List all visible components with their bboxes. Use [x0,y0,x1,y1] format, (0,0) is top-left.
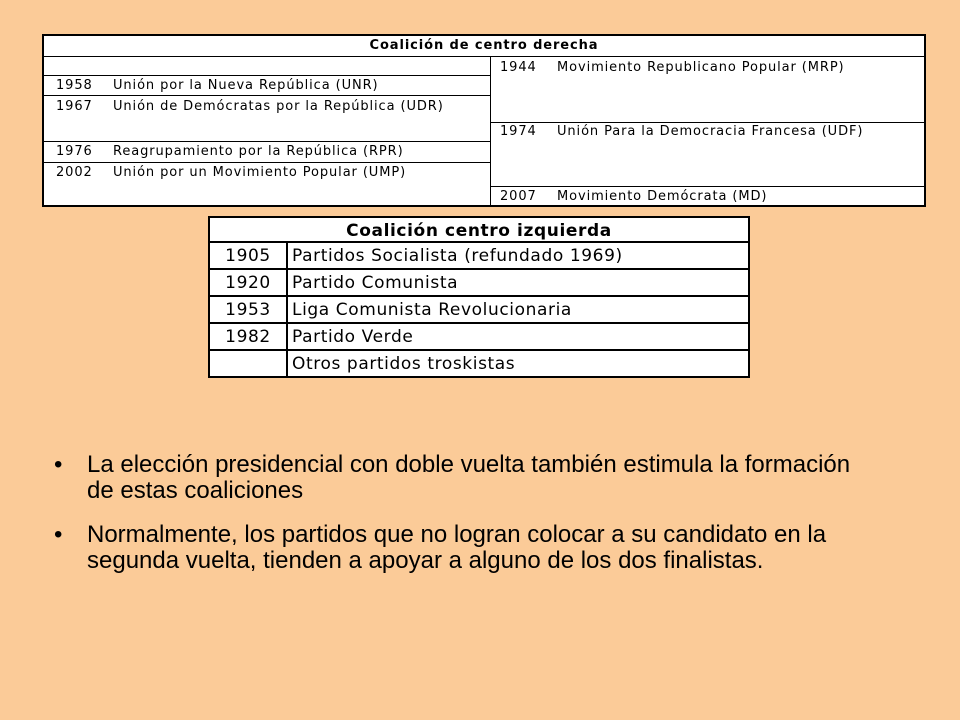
row-year: 1974 [500,124,537,139]
bullet-text: Normalmente, los partidos que no logran colocar a su candidato en la segunda vuelta, tienden a apoyar a alguno de los dos finalistas. [87,521,827,574]
row-year: 1958 [56,78,93,93]
table-row [210,243,748,270]
row-year: 1953 [210,297,288,322]
row-divider [44,95,490,96]
bullet-item [50,522,880,574]
bullet-item [50,452,880,504]
table-row [210,297,748,324]
row-party: Unión por un Movimiento Popular (UMP) [113,165,407,180]
row-divider [44,162,490,163]
table-row [210,351,748,378]
bullet-icon: • [54,451,63,478]
row-year [210,351,288,378]
bullet-text: La elección presidencial con doble vuelta también estimula la formación de estas coaliciones [87,451,851,504]
row-year: 1920 [210,270,288,295]
table-row [56,98,444,116]
table-row [210,270,748,297]
row-party: Movimiento Republicano Popular (MRP) [557,60,845,75]
row-year: 1982 [210,324,288,349]
row-party: Partido Verde [292,327,414,347]
row-divider [44,141,490,142]
table-row [500,188,767,206]
row-party: Liga Comunista Revolucionaria [292,300,572,320]
row-party: Partido Comunista [292,273,459,293]
row-year: 2007 [500,189,537,204]
row-year: 1967 [56,99,93,114]
row-year: 1944 [500,60,537,75]
row-party: Unión por la Nueva República (UNR) [113,78,379,93]
table-row [500,123,863,141]
left-coalition-table [208,216,750,378]
table-row [210,324,748,351]
row-divider [44,75,490,76]
row-party: Partidos Socialista (refundado 1969) [292,246,623,266]
row-party: Unión Para la Democracia Francesa (UDF) [557,124,864,139]
row-party: Otros partidos troskistas [292,354,516,374]
row-year: 2002 [56,165,93,180]
bullet-list [50,452,880,592]
left-coalition-title: Coalición centro izquierda [210,218,748,243]
row-party: Unión de Demócratas por la República (UDR) [113,99,444,114]
row-divider [490,186,926,187]
row-year: 1976 [56,144,93,159]
table-row [500,59,845,77]
row-party: Movimiento Demócrata (MD) [557,189,768,204]
table-row [56,164,406,182]
table-row [56,77,379,95]
row-party: Reagrupamiento por la República (RPR) [113,144,404,159]
bullet-icon: • [54,521,63,548]
right-coalition-table [42,34,926,207]
table-column-divider [490,56,491,207]
table-row [56,143,404,161]
right-coalition-title: Coalición de centro derecha [44,36,924,57]
row-year: 1905 [210,243,288,268]
